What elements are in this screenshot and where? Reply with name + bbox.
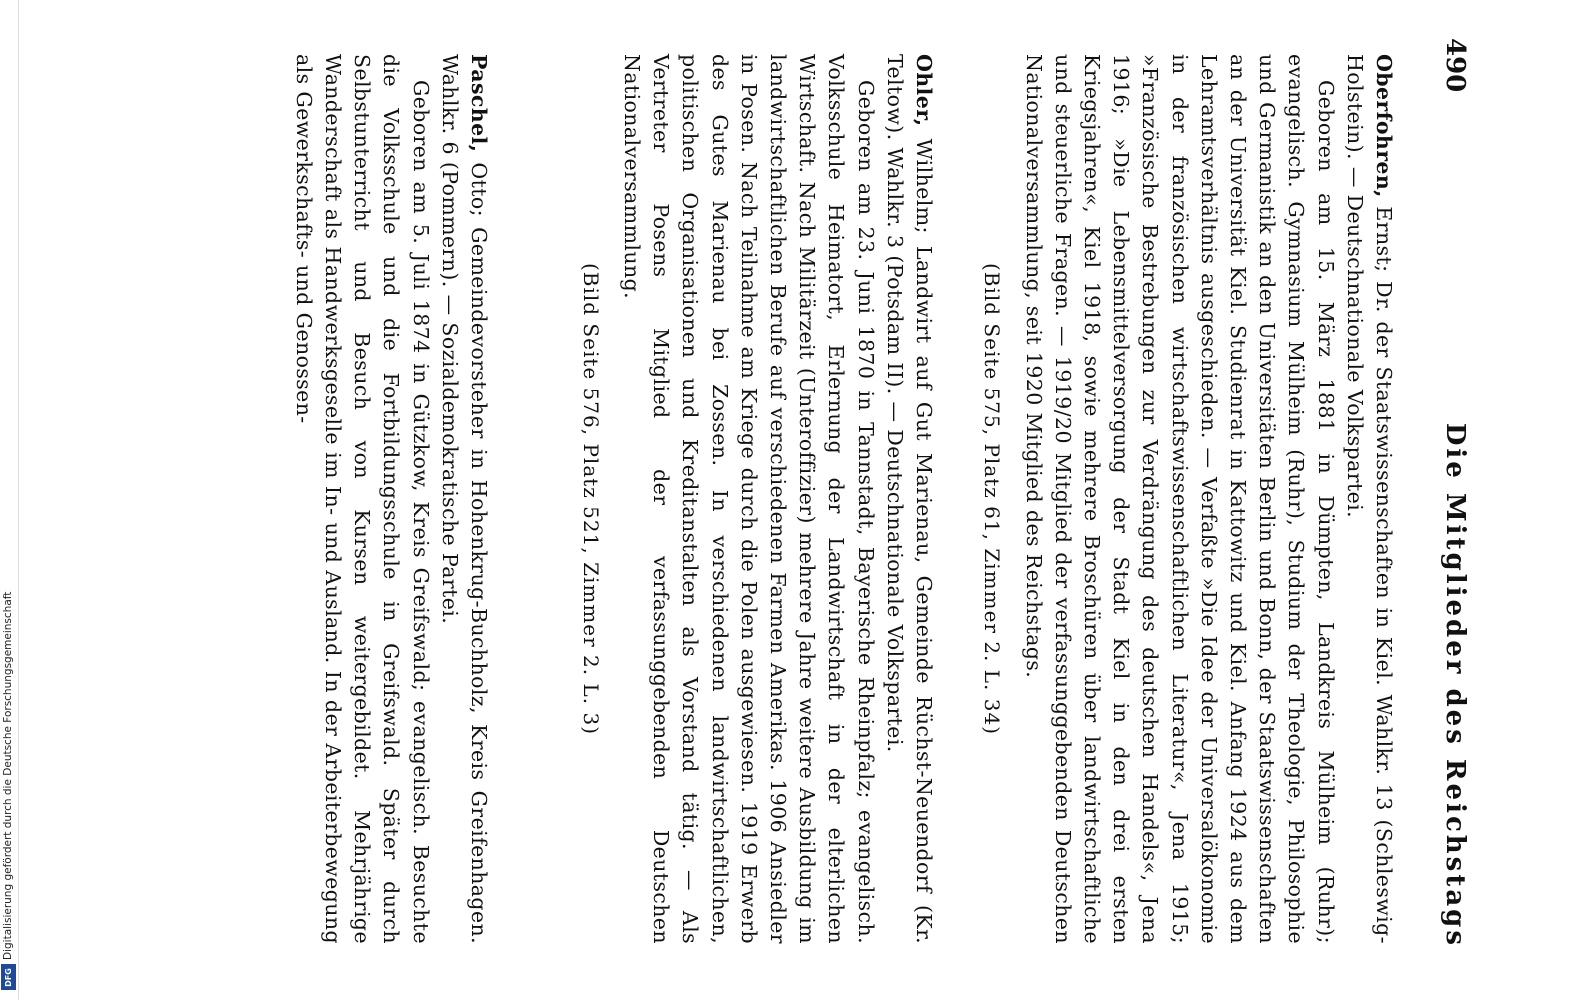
biography-entry bbox=[980, 54, 1398, 944]
member-name: Ohler, bbox=[912, 54, 936, 127]
photo-reference: (Bild Seite 575, Platz 61, Zimmer 2. L. 34) bbox=[980, 262, 1005, 736]
member-intro: Ernst; Dr. der Staatswissenschaften in Kiel. Wahlkr. 13 (Schleswig-Holstein). — Deutschnationale Volkspartei. bbox=[1342, 54, 1396, 944]
entry-heading bbox=[435, 54, 493, 944]
member-intro: Otto; Gemeindevorsteher in Hohenkrug-Buchholz, Kreis Greifenhagen. Wahlkr. 6 (Pommern). — Sozialdemokratische Partei. bbox=[437, 54, 491, 944]
biography-entry bbox=[289, 54, 493, 944]
photo-reference: (Bild Seite 576, Platz 521, Zimmer 2. L. 3) bbox=[578, 262, 603, 736]
side-credit-strip bbox=[0, 0, 19, 1000]
dfg-logo bbox=[1, 964, 16, 990]
member-intro: Wilhelm; Landwirt auf Gut Marienau, Gemeinde Rüchst-Neuendorf (Kr. Teltow). Wahlkr. 3 (Potsdam II). — Deutschnationale Volkspartei. bbox=[882, 54, 936, 944]
biography-entry bbox=[579, 54, 938, 944]
running-head: Die Mitglieder des Reichstags bbox=[1440, 422, 1470, 948]
member-name: Oberfohren, bbox=[1372, 54, 1396, 198]
member-name: Paschel, bbox=[467, 54, 491, 153]
page-number: 490 bbox=[1440, 38, 1470, 93]
entry-body: Geboren am 15. März 1881 in Dümpten, Landkreis Mülheim (Ruhr); evangelisch. Gymnasium Mülheim (Ruhr), Studium der Theologie, Philosophie und Germanistik an den Universitäten Berlin und Bonn, der Staatswissenschaften an der Universität Kiel. Studienrat in Kattowitz und Kiel. Anfang 1924 aus dem Lehramtsverhältnis ausgeschieden. — Verfaßte »Die Idee der Universalökonomie in der französischen wirtschaftswissenschaftlichen Literatur«, Jena 1915; »Französische Bestrebungen zur Verdrängung des deutschen Handels«, Jena 1916; »Die Lebensmittelversorgung der Stadt Kiel in den drei ersten Kriegsjahren«, Kiel 1918, sowie mehrere Broschüren über landwirtschaftliche und steuerliche Fragen. — 1919/20 Mitglied der verfassunggebenden Deutschen Nationalversammlung, seit 1920 Mitglied des Reichstags. bbox=[1021, 54, 1338, 944]
entry-body: Geboren am 5. Juli 1874 in Gützkow, Kreis Greifswald; evangelisch. Besuchte die Volksschule und die Fortbildungsschule in Greifswald. Später durch Selbstunterricht und Besuch von Kursen weitergebildet. Mehrjährige Wanderschaft als Handwerksgeselle im In- und Ausland. In der Arbeiterbewegung als Gewerkschafts- und Genossen- bbox=[291, 54, 433, 944]
printed-page bbox=[208, 18, 1498, 978]
entry-heading bbox=[880, 54, 938, 944]
dfg-logo-text: DFG bbox=[4, 967, 14, 987]
entry-heading bbox=[1340, 54, 1398, 944]
page-header bbox=[1430, 38, 1470, 968]
digitization-credit: Digitalisierung gefördert durch die Deutsche Forschungsgemeinschaft bbox=[2, 591, 14, 960]
entry-body: Geboren am 23. Juni 1870 in Tannstadt, Bayerische Rheinpfalz; evangelisch. Volksschule Heimatort, Erlernung der Landwirtschaft in der elterlichen Wirtschaft. Nach Militärzeit (Unteroffizier) mehrere Jahre weitere Ausbildung im landwirtschaftlichen Berufe auf verschiedenen Farmen Amerikas. 1906 Ansiedler in Posen. Nach Teilnahme am Kriege durch die Polen ausgewiesen. 1919 Erwerb des Gutes Marienau bei Zossen. In verschiedenen landwirtschaftlichen, politischen Organisationen und Kreditanstalten als Vorstand tätig. — Als Vertreter Posens Mitglied der verfassunggebenden Deutschen Nationalversammlung. bbox=[619, 54, 878, 944]
